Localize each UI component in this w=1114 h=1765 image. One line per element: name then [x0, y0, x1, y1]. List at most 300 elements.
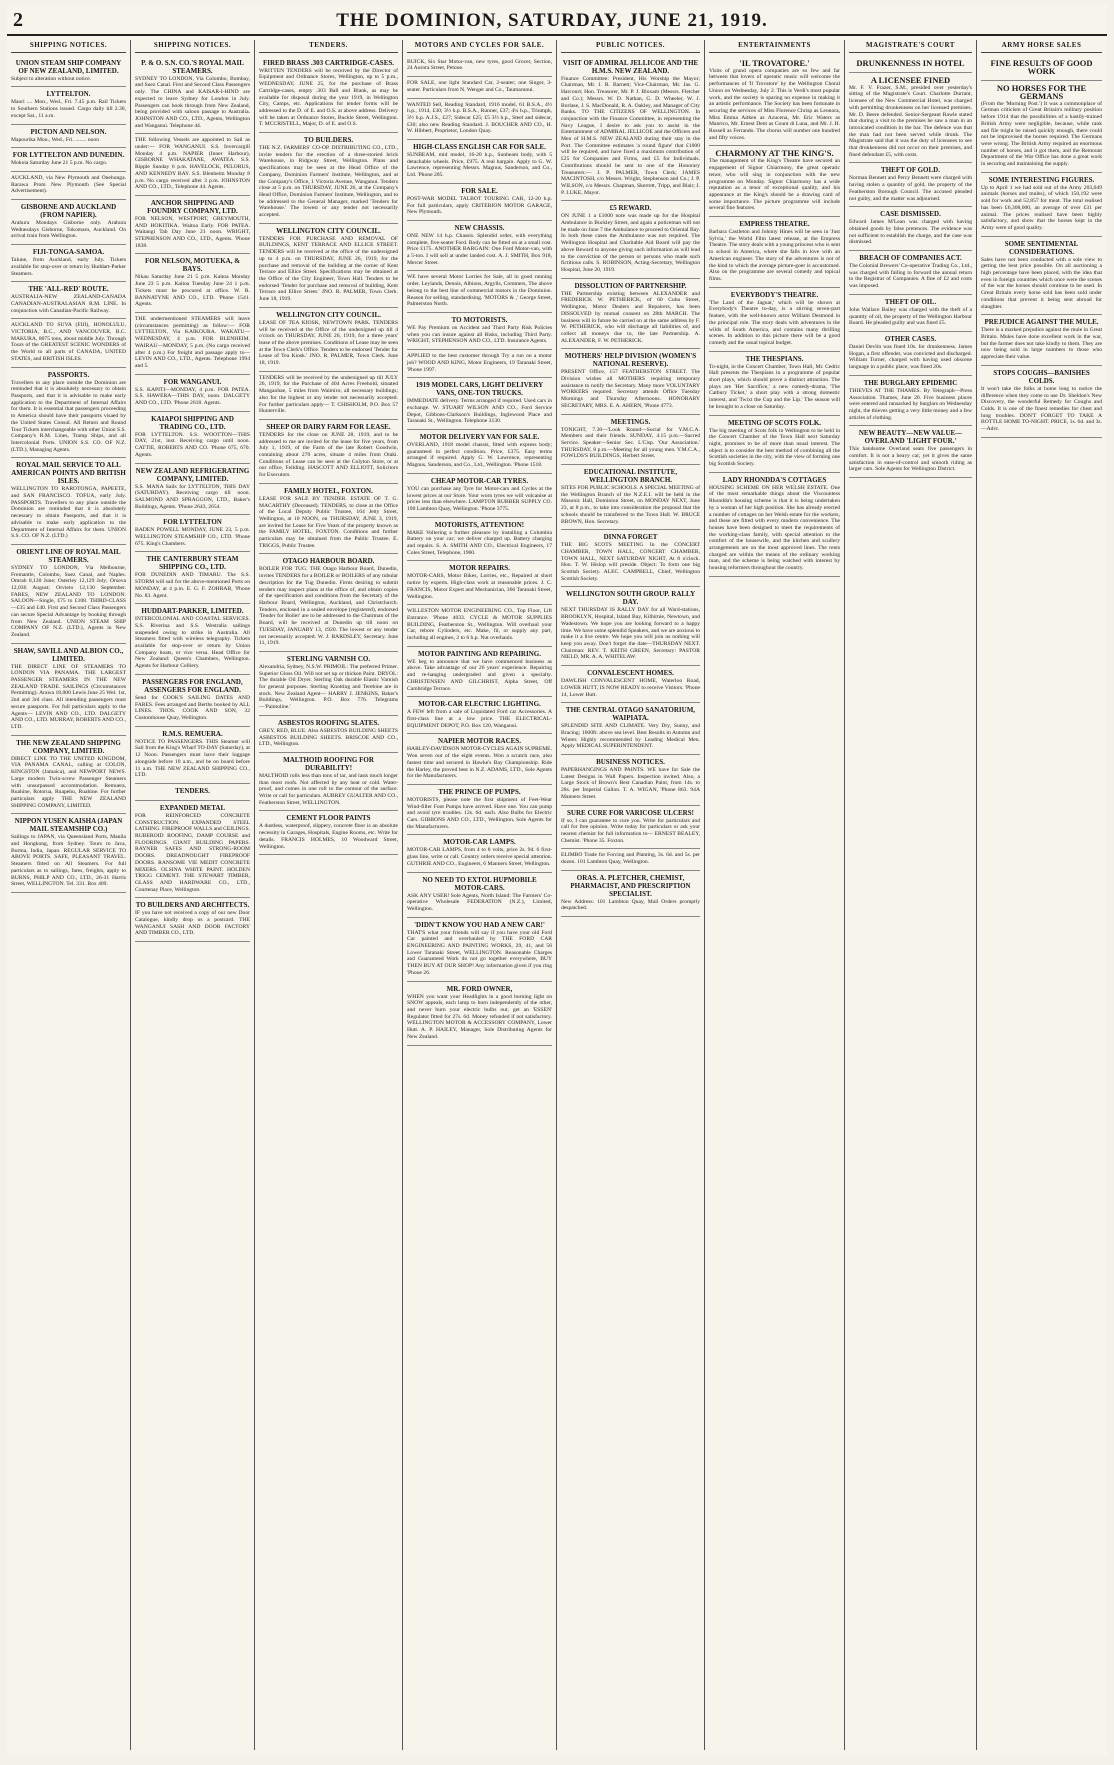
article-block [11, 458, 126, 545]
block-heading: NEW ZEALAND REFRIGERATING COMPANY, LIMITED. [135, 466, 250, 483]
block-heading: SOME INTERESTING FIGURES. [988, 175, 1095, 184]
block-heading: MR. FORD OWNER, [446, 984, 513, 993]
article-block [407, 350, 552, 378]
block-text: Visits of grand opera companies are so few and far between that lovers of operatic music will welcome the performances of 'Il Trovatore' by the Wellington Choral Union on Wednesday, July 2. This is Verdi's most popular work, and the society is sparing no expense in making it an artistic performance. The Society has been fortunate in securing the services of Miss Florence Chrisp as Leonora, Miss Emma Aitken as Azucena, Mr. Eric Waters as Manrico, Mr. Ernest Dent as Count di Luna, and Mr. J. H. Russell as Ferrando. The chorus will number one hundred and fifty voices. [709, 67, 840, 141]
article-block [981, 173, 1102, 237]
block-heading: PASSPORTS. [47, 370, 90, 379]
article-block [709, 217, 840, 288]
block-text: GREY, RED, BLUE. Also ASBESTOS BUILDING SHEETS ASBESTOS BUILDING SHEETS. BRISCOE AND CO., LTD., Wellington. [259, 727, 398, 748]
block-text: WELLINGTON TO RAROTONGA, PAPEETE, and SAN FRANCISCO. TOFUA, early July. PASSPORTS. Travellers to any place outside the Dominion are reminded that it is absolutely necessary to obtain Passports, and that it is advisable to make early application to the Department of Internal Affairs for them. UNION S.S. CO. OF N.Z. (LTD.) [11, 486, 126, 540]
article-block [407, 982, 552, 1046]
block-heading: MOTOR-CAR ELECTRIC LIGHTING. [418, 700, 541, 709]
article-block [407, 77, 552, 98]
column-7 [845, 40, 977, 1750]
article-block [259, 56, 398, 133]
article-block [259, 484, 398, 555]
block-heading: LYTTELTON. [46, 90, 91, 99]
article-block [11, 319, 126, 367]
article-block [11, 200, 126, 245]
article-block [407, 271, 552, 313]
article-block [135, 515, 250, 552]
block-heading: THEFT OF OIL. [884, 297, 937, 306]
block-heading: WELLINGTON CITY COUNCIL. [276, 226, 381, 235]
column-heading: MOTORS AND CYCLES FOR SALE. [407, 40, 552, 53]
block-text: WE have several Motor Lorries for Sale, all in good running order. Leylands, Dennis, Albions, Argylls, Commers, The above belong to the best line of commercial motors in the Dominion. Reason for selling, standardising. 'MOTORS & ,' George Street, Palmerston North. [407, 274, 552, 308]
block-text: Mr. F. V. Frazer, S.M., presided over yesterday's sitting of the Magistrate's Court. Charlotte Durrant, licensee of the New Commercial Hotel, was charged with permitting drunkenness on her licensed premises. Mr. D. Beere defended. Senior-Sergeant Rawle stated that during a visit to the premises he saw a man in an intoxicated condition in the bar. The defence was that the man had not been served while drunk. The Magistrate said that it was the duty of licensees to see that drunkenness did not occur on their premises, and fined defendant £5, with costs. [849, 84, 972, 158]
article-block [407, 697, 552, 734]
article-block [259, 372, 398, 420]
block-text: Sailings to JAPAN, via Queensland Ports, Manila and Hongkong, from Sydney. Tours to Java, Burma, India, Japan. REGULAR SERVICE TO ABOVE PORTS. SAFE, PLEASANT TRAVEL. Steamers fitted on All Steamers. For full particulars as to sailings, fares, freights, apply to BURNS, PHILP AND CO., LTD., 26-31 Harris Street, WELLINGTON. Tel. 331. Box 409. [11, 834, 126, 888]
block-heading: SHEEP OR DAIRY FARM FOR LEASE. [266, 422, 391, 431]
block-text: APPLIED to the best customer through Try a run on a motor job? WOOD AND KING, Motor Engineers, 19 Taranaki Street, 'Phone 1997. [407, 353, 552, 373]
block-text: Edward James M'Lean was charged with having obtained goods by false pretences. The evidence was not sufficient to establish the charge, and the case was dismissed. [849, 219, 972, 246]
article-block [407, 378, 552, 430]
block-heading: NO HORSES FOR THE GERMANS [996, 82, 1087, 101]
block-heading: MOTOR-CAR LAMPS. [443, 838, 516, 847]
block-heading: FOR SALE. [461, 186, 498, 195]
block-heading: FOR NELSON, MOTUEKA, & BAYS. [144, 257, 241, 274]
block-text: THE BIG SCOTS MEETING In the CONCERT CHAMBER, TOWN HALL, CONCERT CHAMBER, TOWN HALL, NEXT SATURDAY NIGHT, At 8 o'clock. Hon. T. W. Hislop will preside. Object: To form one big Scottish Society. ALEC. CAMPBELL, Chief, Wellington Scottish Society. [561, 542, 700, 582]
block-text: Mokoia Saturday June 21 5 p.m. No cargo. [11, 160, 108, 167]
column-2 [131, 40, 255, 1750]
article-block [849, 73, 972, 164]
block-heading: WELLINGTON CITY COUNCIL. [276, 310, 381, 319]
block-heading: PICTON AND NELSON. [30, 127, 107, 136]
block-heading: P. & O. S.N. CO.'S ROYAL MAIL STEAMERS. [141, 58, 244, 75]
block-heading: ANCHOR SHIPPING AND FOUNDRY COMPANY, LTD. [147, 198, 238, 215]
article-block [11, 814, 126, 893]
column-8 [977, 40, 1106, 1750]
article-block [709, 56, 840, 147]
article-block [259, 554, 398, 651]
block-text: WE Pay Premium on Accident and Third Party Risk Policies when you can insure against all Risks, including Third Party. WRIGHT, STEPHENSON AND CO., LTD. Insurance Agents. [407, 324, 552, 345]
block-text: 'The Land of the Jaguar,' which will be shown at Everybody's Theatre to-day, is a stirring seven-part feature, with the well-known actor William Desmond in the principal role. The story deals with adventures in the wilds of South America, and contains many thrilling scenes. In addition to this picture there will be a good comedy and the usual topical budget. [709, 299, 840, 346]
block-text: MOTORISTS, please note the first shipment of Feet-Wear Wind-filler Foot Pumps have arrived. Have one. You can pump and avoid tyre troubles. 12s. 6d. each. Also Bulbs for Electric Cars. GIBBONS AND CO., LTD., Wellington, Sole Agents for the Manufacturers. [407, 796, 552, 830]
block-heading: R.M.S. REMUERA. [162, 729, 223, 738]
article-block [135, 134, 250, 196]
article-block [135, 464, 250, 516]
block-text: Mapourika Mon., Wed., Fri. ........ noon [11, 136, 100, 143]
block-text: YOU can purchase any Tyre for Motor-cars and Cycles at the lowest prices at our Store. Your worn tyres we will vulcanise at prices less than elsewhere. LAMPTON RUBBER SUPPLY CO. 190 Lambton Quay, Wellington. 'Phone 3775. [407, 485, 552, 512]
column-heading: TENDERS. [259, 40, 398, 53]
article-block [849, 295, 972, 332]
article-block [849, 56, 972, 73]
block-heading: NEW CHASSIS. [454, 223, 505, 232]
block-text: WHEN you want your Headlights in a good burning light on SNOW appeals, each lamp to burn independently of the other, and never burn your electric bulbs out, get an 'ESSEN' Regulator fitted for 27s. 6d. Money refunded if not satisfactory. WELLINGTON MOTOR & ACCESSORY COMPANY, Lower Hutt. A. P. HAILEY, Manager, Sole Distributing Agents for New Zealand. [407, 993, 552, 1040]
block-text: This handsome Overland seats five passengers in comfort. It is not a heavy car, yet it gives the same satisfaction in ease-of-control and smooth riding as larger cars. Sole Agents for Wellington District. [849, 446, 972, 473]
block-heading: SHAW, SAVILL AND ALBION CO., LIMITED. [13, 646, 124, 663]
article-block [561, 56, 700, 202]
block-text: HOUSING SCHEME ON HER WELSH ESTATE. One of the most remarkable things about the Viscountess Rhondda's housing scheme is that it is being undertaken by a woman of her high position. She has already erected a number of cottages on her Welsh estate for the workers, and these are fitted with every modern convenience. The houses have been designed to meet the requirements of the working-class family, with special attention to the comfort of the housewife, and the kitchen and scullery arrangements are on the most approved lines. The rents charged are within the means of the ordinary working man, and the scheme is being watched with interest by housing reformers throughout the country. [709, 484, 840, 572]
block-heading: CHEAP MOTOR-CAR TYRES. [430, 476, 529, 485]
article-block [407, 184, 552, 221]
article-block [11, 56, 126, 88]
block-text: Send for COOK'S SAILING DATES AND FARES. Fees arranged and Berths booked by ALL LINES. THOS. COOK AND SON, 32 Customhouse Quay, Wellington. [135, 694, 250, 721]
page-number: 2 [13, 9, 23, 31]
block-text: Travellers to any place outside the Dominion are reminded that it is absolutely necessary to obtain Passports, and that it is advisable to make early application to the Department of Internal Affairs for them. It is essential that passengers proceeding to America should have their passports visaed by the United States Consul. All Return and Round Tour Tickets interchangeable with other Union S.S. Company's R.M. Lines, Tramp Ships, and all Intercolonial Ports. UNION S.S. CO. OF N.Z. (LTD.), Managing Agents. [11, 379, 126, 453]
article-block [135, 412, 250, 464]
block-text: TONIGHT, 7.30—'Look Round—Social for Y.M.C.A. Members and their friends. SUNDAY, 4.15 p.m.—Sacred Service. Speaker—Senior Sec. L'Cisp. 'Our Association.' THURSDAY, 8 p.m.—Meeting for all young men. Y.M.C.A., FOWLDS'S BUILDINGS, Herbert Street. [561, 426, 700, 460]
block-heading: FOR LYTTELTON [163, 518, 222, 527]
article-block [561, 279, 700, 350]
block-text: MOTOR-CARS, Motor Bikes, Lorries, etc., Repaired at short notice by experts. High-class work at reasonable prices. J. C. FRANCIS, Motor Expert and Mechanician, 366 Taranaki Street, Wellington. [407, 573, 552, 600]
column-heading: ENTERTAINMENTS [709, 40, 840, 53]
block-heading: WELLINGTON SOUTH GROUP. RALLY DAY. [565, 590, 696, 607]
article-block [561, 530, 700, 587]
block-heading: 'IL TROVATORE.' [739, 57, 810, 68]
block-text: WANTED Sell, Reading Standard, 1916 model, 61 B.S.A., 4½ h.p., 1914, £30; 3½ h.p. B.S.A., Runner, £37; 4¼ h.p., Triumph, 3½ h.p. A.J.S., £27; Sidecar £25; £5 3½ h.p., Steel and sidecar, £30; also new Reading Standard. J. BOUCHER AND CO., H. W. Hibbert, Proprietor, London Quay. [407, 101, 552, 135]
article-block [135, 898, 250, 942]
block-text: SYDNEY TO LONDON, Via Colombo, Bombay, and Suez Canal. First and Second Class Passengers only. The CHINA and KAISAR-I-HIND are expected to leave Sydney for London in July. Passengers can book through from New Zealand, being provided with saloon passage to Australia. JOHNSTON AND CO., LTD., Agents, Wellington and Wanganui. Telephone 44. [135, 75, 250, 129]
article-block [849, 163, 972, 207]
block-text: Finance Committee: President, His Worship the Mayor; Chairman, Mr. J. R. Barnett; Vice-Chairman, Mr. Jas. G. Harcourt; Hon. Treasurer, Mr. P. J. Bloxam (Messrs. Fletcher and Co.); Messrs. W. D. Nathan, G. D. Wheeler, W. J. Borlase, J. S. MacDonald, R. A. Oakley, and Manager of City Banks. TO THE CITIZENS OF WELLINGTON. In conjunction with the Finance Committee, in representing the Navy League, I desire to ask you to assist in the Entertainment of ADMIRAL JELLICOE and the Officers and Men of H.M.S. NEW ZEALAND during their stay in the Port. The Committee estimates 'a round figure' that £1000 will be required, and have fixed a maximum contribution of £25 for Companies and Firms, and £5 for Individuals. Contributions should be sent to one of the Honorary Treasurers:— J. P. PALMER, Town Clerk; JAMES MACINTOSH, c/o Messrs. Wright, Stephenson and Co.; J. P. WILSON, c/o Messrs. Chapman, Skerrett, Tripp, and Blair; J. P. LUKE, Mayor. [561, 75, 700, 196]
column-5 [557, 40, 705, 1750]
block-heading: DINNA FORGET [603, 533, 658, 542]
block-text: The big meeting of Scots folk in Wellington to be held in the Concert Chamber of the Town Hall next Saturday night, promises to be of more than usual interest. The object is to consider the best method of combining all the Scottish societies in the city, with the view of forming one big Scottish Society. [709, 427, 840, 468]
block-text: ON JUNE 1 a £1000 note was made up for the Hospital Ambulance in Buckley Street, and again a policeman will not be made on June 7 the Ambulance to proceed to Oriental Bay. In both these cases the Ambulance was not required. The Wellington Hospital and Charitable Aid Board will pay the above Reward to anyone giving such information as will lead to the conviction of the person or persons who made such fictitious calls. S. ROBINSON, Acting-Secretary, Wellington Hospital, June 20, 1919. [561, 213, 700, 273]
article-block [259, 224, 398, 308]
block-text: If so, I can guarantee to cure you. Write for particulars and call for free opinion. Write today for particulars or ask your nearest chemist for full information to— ERNEST BEALEY, Chemist. 'Phone 35. Foxton. [561, 817, 700, 844]
column-heading: SHIPPING NOTICES. [135, 40, 250, 53]
block-heading: SOME SENTIMENTAL CONSIDERATIONS. [1004, 239, 1079, 256]
block-heading: CHARMONY AT THE KING'S. [715, 148, 834, 159]
article-block [259, 652, 398, 716]
block-text: FOR REINFORCED CONCRETE CONSTRUCTION. EXPANDED STEEL LATHING. FIREPROOF WALLS and CEILINGS. RUBEROID ROOFING, DAMP COURSE and FLOORINGS. GIANT BUILDING PAPERS. RAYNER SAFES AND STRONG-ROOM DOORS. DREADNOUGHT FIREPROOF DOORS. RANSOME VIE MEDIT CONCRETE MIXERS. OLSINA WHITE PAINT. HOLDEN TRIGG CEMENT. THE STEWART TIMBER, GLASS AND HARDWARE CO., LTD., Courtenay Place, Wellington. [135, 812, 250, 893]
block-text: MAKE Voltering a further pleasure by installing a Columbia Battery on your car; we deliver charged up. Battery charging and repairs. S. A. SMITH AND CO., Electrical Engineers, 17 Coles Street, Telephone, 1960. [407, 529, 552, 556]
article-block [709, 473, 840, 577]
block-text: FOR NELSON, WESTPORT, GREYMOUTH, AND HOKITIKA. Waitoa Early. FOR PATEA. Waitangi Tab Day June 21 noon. WRIGHT, STEPHENSON AND CO., LTD., Agents. 'Phone 1838. [135, 215, 250, 249]
article-block [407, 561, 552, 605]
article-block [407, 734, 552, 785]
article-block [11, 368, 126, 459]
article-block [407, 140, 552, 184]
block-heading: FIJI-TONGA-SAMOA. [32, 248, 105, 257]
article-block [135, 727, 250, 784]
block-text: A dustless, waterproof, slippery, concrete floor is an absolute necessity in Garages, Hospitals, Engine Rooms, etc. Write for details. FRANCIS HOLMES, 10 Woodward Street, Wellington. [259, 823, 398, 850]
block-heading: MOTOR REPAIRS. [449, 564, 510, 573]
block-text: POST-WAR MODEL TALBOT TOURING CAR, 12-20 h.p. For full particulars, apply CRITERION MOTOR GARAGE, New Plymouth. [407, 195, 552, 216]
article-block [135, 254, 250, 313]
article-block [135, 801, 250, 898]
block-text: Talune, from Auckland, early July. Tickets available for stop-over or return by Huddart-Parker Steamers. [11, 257, 126, 277]
article-block [849, 207, 972, 251]
article-block [981, 56, 1102, 81]
column-heading: PUBLIC NOTICES. [561, 40, 700, 53]
block-text: Subject to alteration without notice. [11, 75, 92, 82]
block-text: Sales have not been conducted with a sole view to getting the best price possible. On all auctioning a high percentage have been placed, with the idea that even in foreign countries which once were the scenes of the war the horses should continue to be used. In Great Britain every horse sold has been sold under conditions that prevent it being sent abroad for slaughter. [981, 256, 1102, 310]
block-heading: HUDDART-PARKER, LIMITED. [141, 607, 244, 616]
block-text: FOR DUNEDIN AND TIMARU. The S.S. STORM will sail for the above-mentioned Ports on MONDAY, at 4 p.m. E. G. F. ZOHRAB, 'Phone No. 83. Agent. [135, 572, 250, 599]
article-block [11, 245, 126, 282]
block-text: THIEVES AT THE THAMES. By Telegraph—Press Association. Thames, June 20. Five business places were entered and ransacked by burglars on Wednesday night, the thieves getting a very little money and a few articles of clothing. [849, 387, 972, 421]
article-block [407, 430, 552, 474]
article-block [259, 716, 398, 753]
block-text: LEASE OF TEA KIOSK, NEWTOWN PARK. TENDERS will be received at the Office of the undersigned up till 4 o'clock on THURSDAY, JUNE 26, 1919, for a three years' lease of the above premises. Conditions of Lease may be seen at the Town Clerk's Office. Tenders to be endorsed 'Tender for Lease of Tea Kiosk.' JNO. R. PALMER, Town Clerk. June 18, 1919. [259, 319, 398, 367]
block-text: MALTHOID rolls less than tons of tar, and lasts much longer than most roofs. Not affected by any heat or cold. Water-proof, and comes in one roll to the contour of the surface. Write or call for particulars. AUBREY GUALTER AND CO., Featherston Street, WELLINGTON. [259, 772, 398, 806]
article-block [135, 313, 250, 375]
block-heading: MOTHERS' HELP DIVISION (WOMEN'S NATIONAL RESERVE). [564, 352, 697, 369]
block-heading: MEETINGS. [610, 417, 651, 426]
column-6 [705, 40, 845, 1750]
block-text: To-night, in the Concert Chamber, Town Hall, Mr. Cedric Hall presents the Thespians in a programme of popular short plays, which should prove a distinct attraction. The plays are 'Her Sacrifice,' a new comedy-drama, 'The Catbury Ticket,' a short play with a strong domestic interest, and 'Twixt the Cup and the Lip.' The season will be brought to a close on Saturday. [709, 363, 840, 410]
block-heading: THE NEW ZEALAND SHIPPING COMPANY, LIMITED. [16, 738, 121, 755]
block-text: MOTOR-CAR LAMPS, from 4 to 8 volts, price 2s. 9d. 6 first-glass line, write or call. Country orders receive special attention. GUTHRIE AND CO., Engineers, 6 Manners Street, Wellington. [407, 847, 552, 867]
block-text: John Wallace Bailey was charged with the theft of a quantity of oil, the property of the Wellington Harbour Board. He pleaded guilty and was fined £5. [849, 306, 972, 327]
block-heading: MOTOR PAINTING AND REPAIRING. [418, 649, 541, 658]
article-block [135, 675, 250, 727]
block-text: The management of the King's Theatre have secured an engagement of Signor Chiarmony, the great operatic tenor, who will sing in conjunction with the new programme on Monday. Signor Chiarmony has a wide reputation as a tenor of exceptional quality, and his appearance at the King's should be a drawing card of some importance. The picture programme will include several fine features. [709, 158, 840, 212]
block-heading: OTHER CASES. [884, 334, 937, 343]
block-heading: NEW BEAUTY—NEW VALUE—OVERLAND 'LIGHT FOUR.' [858, 429, 963, 446]
columns-container [7, 36, 1107, 1750]
block-text: TENDERS for the close on JUNE 28, 1919, and to be addressed to me are invited for the lease for five years, from July 1, 1919, of the Farm of the late Robert Goodwin, containing about 270 acres, situate 4 miles from Otaki. Conditions of Lease can be seen at the Colyton Store, or at our office, Feilding. HASCOTT AND ELLIOTT, Solicitors for Executors. [259, 431, 398, 479]
block-text: INTERCOLONIAL AND COASTAL SERVICES. S.S. Riverina and S.S. Westralia sailings suspended owing to strike in Australia. All Steamers fitted with wireless telegraphy. Tickets available for stop-over or return by Union Company boats, or vice versa. Head Office for New Zealand: Queen's Chambers, Wellington. Agents for Harbour Colliery. [135, 616, 250, 670]
article-block [407, 56, 552, 77]
block-heading: THEFT OF GOLD. [881, 166, 940, 175]
article-block [259, 753, 398, 812]
block-text: A FEW left from a sale of Liquidated Ford car Accessories. A first-class line at a low price. THE ELECTRICAL-EQUIPMENT DEPOT, P.O. Box 120, Wanganui. [407, 709, 552, 729]
article-block [407, 313, 552, 350]
block-text: OVERLAND, 1918 model chassis, fitted with express body; guaranteed in perfect condition. Price, £375. Easy terms arranged if required. Apply G. W. Lawrence, representing Magnus, Sanderson, and Co., Ltd., Wellington. 'Phone 1518. [407, 442, 552, 469]
block-heading: FOR LYTTELTON AND DUNEDIN. [12, 151, 125, 160]
block-text: THE Partnership existing between ALEXANDER and FREDERICK W. PETHERICK, of 60 Cuba Street, Wellington, Motor Dealers and Repairers, has been DISSOLVED by mutual consent on 28th MARCH. The business will in future be carried on at the same address by F. W. PETHERICK, who will discharge all liabilities of, and collect all moneys due to, the late Partnership. A. ALEXANDER, F. W. PETHERICK. [561, 290, 700, 344]
article-block [135, 784, 250, 801]
block-text: WE beg to announce that we have commenced business as above. Take advantage of our 26 years' experience. Repairing and re-hanging undergraded and given a specialty. CHRISTENSEN AND GILCHRIST, Alpha Street, Off Cambridge Terrace. [407, 658, 552, 692]
article-block [561, 465, 700, 530]
article-block [981, 315, 1102, 366]
block-text: Arahura Mondays Gisborne only. Arahura Wednesdays Gisborne, Tokomaru, Auckland. On arrival train from Wellington. [11, 220, 126, 240]
article-block [849, 426, 972, 478]
block-text: HARLEY-DAVIDSON MOTOR-CYCLES AGAIN SUPREME. Won seven out of the eight events. Won a scratch race, also fastest time and secured in Hawke's Bay Championship. Ride the Harley, the proved best in N.Z. ADAMS, LTD., Sole Agents for the Manufacturers. [407, 746, 552, 780]
block-heading: HIGH-CLASS ENGLISH CAR FOR SALE. [413, 143, 546, 152]
block-text: Daniel Devlin was fined 10s. for drunkenness. James Hogan, a first offender, was convicted and discharged. William Turner, charged with having used obscene language in a public place, was fined 20s. [849, 343, 972, 371]
column-3 [255, 40, 403, 1750]
block-text: Up to April 1 we had sold out of the Army 203,049 animals (horses and mules), of which 150,192 were sold for work and 52,857 for meat. The total realised has been £6,308,000, an average of over £31 per animal. The prices realised have been highly satisfactory, and show that the horses kept in the Army were of good quality. [981, 184, 1102, 231]
block-heading: MALTHOID ROOFING FOR DURABILITY! [283, 755, 374, 772]
block-text: BUICK, Six Star Motor-van, new tyres, good Grocer, Section, 24 Aurora Street, Petone. [407, 58, 552, 72]
block-heading: THE THESPIANS. [745, 354, 804, 363]
block-heading: PASSENGERS FOR ENGLAND, ASSENGERS FOR ENGLAND. [142, 677, 243, 694]
article-block [11, 172, 126, 200]
article-block [259, 133, 398, 224]
block-heading: 'DIDN'T KNOW YOU HAD A NEW CAR!' [414, 920, 545, 929]
article-block [135, 56, 250, 135]
article-block [407, 918, 552, 982]
article-block [561, 849, 700, 870]
block-heading: THE CANTERBURY STEAM SHIPPING CO., LTD. [146, 555, 239, 572]
block-text: SPLENDID SITE AND CLIMATE. Very Dry, Sunny, and Bracing; 1600ft. above sea level. Best Results in Autumn and Winter. Highly recommended by Leading Medical Men. Apply MEDICAL SUPERINTENDENT. [561, 723, 700, 750]
block-heading: BREACH OF COMPANIES ACT. [859, 254, 962, 263]
article-block [407, 785, 552, 836]
block-heading: ORIENT LINE OF ROYAL MAIL STEAMERS. [16, 547, 121, 564]
block-heading: EMPRESS THEATRE. [739, 220, 810, 229]
article-block [259, 308, 398, 372]
article-block [561, 201, 700, 278]
block-text: TENDERS will be received by the undersigned up till JULY 26, 1919, for the Purchase of 404 Acres Freehold, situated Mangaohae, 5 miles from Waimiro; all necessary buildings; also for the highest or any tender not necessarily accepted. For further particulars apply— T. CHISHOLM, P.O. Box 57 Hunterville. [259, 374, 398, 415]
article-block [561, 703, 700, 755]
block-text: IMMEDIATE delivery. Terms arranged if required. Used cars in exchange. W. STUART WILSON AND CO., Ford Service Depot, Gibbons-Clarkson's Buildings, Inglewood Place and Taranaki St., Wellington. Telephone 3130. [407, 398, 552, 425]
block-text: S.S. KAPITI—MONDAY, 4 p.m. FOR PATEA. S.S. HAWERA—THIS DAY, noon. DALGETY AND CO., LTD. 'Phone 2618. Agents. [135, 386, 250, 407]
block-heading: A LICENSEE FINED [870, 74, 951, 85]
block-text: TENDERS FOR PURCHASE AND REMOVAL OF BUILDINGS, KENT TERRACE AND ELLICE STREET. TENDERS will be received at the office of the undersigned up to 4 p.m. on THURSDAY, JUNE 26, 1919, for the purchase and removal of the building at the corner of Kent Terrace and Ellice Street. Specifications may be obtained at the Office of the City Engineer, Town Hall. Tenders to be endorsed 'Tender for purchase and removal of building, Kent Terrace and Ellice Street.' JNO. R. PALMER, Town Clerk. June 18, 1919. [259, 235, 398, 303]
block-text: There is a marked prejudice against the mule in Great Britain. Mules have done excellent work in the war, but the farmer does not take kindly to them. They are now being sold in large numbers to those who appreciate their value. [981, 327, 1102, 361]
block-text: LEASE FOR SALE BY TENDER. ESTATE OF T. G. MACARTHY (Deceased). TENDERS, to close at the Office of the Local Deputy Public Trustee, 164 Jetty Street, Wellington, at 10 NOON, on THURSDAY, JUNE 3, 1919, are invited for Lease for Five Years of the property known as the FAMILY HOTEL, FOXTON. Conditions and further particulars may be obtained from the Public Trustee. E. TRIGGS, Public Trustee. [259, 495, 398, 549]
block-heading: MEETING OF SCOTS FOLK. [727, 418, 822, 427]
block-heading: STOPS COUGHS—BANISHES COLDS. [993, 368, 1090, 385]
block-text: WRITTEN TENDERS will be received by the Director of Equipment and Ordnance Stores, Wellington, up to 5 p.m., WEDNESDAY, JUNE 25, for the purchase of Brass Cartridge-cases, empty .303 Ball and Blank, as may be available for disposal during the year 1919, in Wellington City, Camps, etc. Applications for tender forms will be addressed to the D. of E. and O.S. at above address. Delivery will be taken at Ordnance Stores, Buckle Street, Wellington. T. MCCRISTELL, Major, D. of E. and O.S. [259, 67, 398, 128]
block-heading: UNION STEAM SHIP COMPANY OF NEW ZEALAND, LIMITED. [15, 58, 122, 75]
column-heading: MAGISTRATE'S COURT [849, 40, 972, 53]
article-block [709, 146, 840, 217]
block-text: New Address: 101 Lambton Quay, Mail Orders promptly despatched. [561, 898, 700, 912]
block-heading: TO MOTORISTS. [451, 315, 508, 324]
block-text: DAWLISH CONVALESCENT HOME, Waterloo Road, LOWER HUTT, IS NOW READY to receive Visitors. 'Phone 14, Lower Hutt. [561, 678, 700, 698]
block-text: ASK ANY USER! Sole Agents, North Island: The Farmers' Co-operative Wholesale FEDERATION (N.Z.), Limited, Wellington. [407, 892, 552, 912]
article-block [407, 647, 552, 698]
block-heading: CONVALESCENT HOMES. [587, 669, 674, 678]
block-heading: TENDERS. [175, 786, 210, 795]
block-text: AUSTRALIA-NEW ZEALAND-CANADA CANADIAN-AUSTRALASIAN R.M. LINE. In conjunction with Canadian-Pacific Railway. [11, 294, 126, 314]
article-block [135, 375, 250, 412]
block-text: AUCKLAND, via New Plymouth and Onehunga. Rarawa Prom New Plymouth (See Special Advertisement). [11, 174, 126, 195]
article-block [407, 474, 552, 518]
block-heading: STERLING VARNISH CO. [286, 654, 371, 663]
block-text: FOR SALE, one light Standard Car, 2-seater; one Singer, 3-seater. Particulars from N. Wenger and Co., Taumarunui. [407, 80, 552, 93]
block-heading: MOTOR DELIVERY VAN FOR SALE. [419, 433, 540, 442]
block-heading: OTAGO HARBOUR BOARD. [282, 557, 375, 566]
article-block [259, 420, 398, 484]
block-text: BADEN POWELL MONDAY, JUNE 23, 5 p.m. WELLINGTON STEAMSHIP CO., LTD. 'Phone 675. King's Chambers. [135, 527, 250, 547]
article-block [135, 196, 250, 255]
article-block [561, 587, 700, 666]
block-heading: KAIAPOI SHIPPING AND TRADING CO., LTD. [151, 414, 234, 431]
article-block [407, 605, 552, 647]
block-heading: CEMENT FLOOR PAINTS [286, 814, 371, 823]
article-block [709, 416, 840, 473]
article-block [561, 349, 700, 414]
article-block [561, 666, 700, 703]
block-heading: FIRED BRASS .303 CARTRIDGE-CASES. [262, 58, 395, 67]
block-text: Norman Bennett and Percy Bennett were charged with having stolen a quantity of gold, the property of the Featherston Borough Council. The accused pleaded not guilty, and the matter was adjourned. [849, 175, 972, 202]
block-heading: ROYAL MAIL SERVICE TO ALL AMERICAN POINTS AND BRITISH ISLES. [11, 461, 126, 486]
block-text: FOR LYTTELTON. S.S. WOOTTON—THIS DAY, 21st, inst. Receiving cargo until noon. CATTIE, ROBERTS AND CO. 'Phone 675, 670. Agents. [135, 431, 250, 458]
block-text: SUNBEAM, mid model, 16-20 h.p., Sunbeam body, with 5 detachable wheels. Price, £975. A real bargain. Apply to G. W. Lawrence, representing Messrs. Magnus, Sanderson, and Co., Ltd. 'Phone 205. [407, 152, 552, 179]
article-block [135, 604, 250, 675]
article-block [11, 125, 126, 149]
article-block [561, 755, 700, 806]
block-text: SITES FOR PUBLIC SCHOOLS. A SPECIAL MEETING of the Wellington Branch of the N.Z.E.I. will be held in the Masonic Hall, Dominion Street, on MONDAY NEXT, June 23, at 8 p.m., to take into consideration the proposal that the schools should be transferred to the Town Hall. W. BRUCE BROWN, Hon. Secretary. [561, 485, 700, 525]
block-text: WILLESTON MOTOR ENGINEERING CO., Top Floor, Lift Entrance. 'Phone 4033. CYCLE & MOTOR SUPPLIES BUILDING, Featherston St., Wellington. Will overhaul your Car, rebore Cylinders, etc. Make, fit, or supply any part, including all engines, 2 to 6 h.p. Nut overhauls. [407, 608, 552, 642]
block-heading: FINE RESULTS OF GOOD WORK [990, 57, 1093, 76]
block-heading: ASBESTOS ROOFING SLATES. [277, 718, 380, 727]
block-heading: SURE CURE FOR VARICOSE ULCERS! [567, 808, 694, 817]
block-text: THE following Vessels are appointed to Sail as under:— FOR WANGANUI. S.S. Invercargill Monday 4 p.m. NAPIER (Inner Harbour), GISBORNE WHAKATANE, AWATEA. S.S. Ripple Sunday 6 p.m. HAVELOCK, PELORUS, AND KENNEDY BAY. S.S. Blenheim Monday 8 p.m. No cargo received after 3 p.m. JOHNSTON AND CO., LTD., Telephone 44. Agents. [135, 137, 250, 191]
block-heading: THE BURGLARY EPIDEMIC [863, 378, 958, 387]
article-block [407, 221, 552, 272]
article-block [11, 282, 126, 319]
article-block [407, 99, 552, 141]
block-heading: NO NEED TO EXTOL HUPMOBILE MOTOR-CARS. [422, 875, 537, 892]
block-heading: GISBORNE AND AUCKLAND (FROM NAPIER). [20, 203, 117, 220]
block-heading: LADY RHONDDA'S COTTAGES [722, 475, 827, 484]
block-text: ONE NEW 14 h.p. Chassis. Splendid order, with everything complete, five-seater Ford. Body can be fitted on at a small cost. Price £175. ANOTHER BARGAIN: One Ford Motor-van, with a 5-ton. I will sell at under landed cost. A. J. SMITH, Box 918, Mercer Street. [407, 232, 552, 266]
article-block [849, 251, 972, 295]
block-heading: FAMILY HOTEL, FOXTON. [284, 486, 373, 495]
block-text: DIRECT LINE TO THE UNITED KINGDOM, VIA PANAMA CANAL, calling at COLON, KINGSTON (Jamaica), and NEWPORT NEWS. Large modern Twin-screw Passenger Steamers with unsurpassed accommodation. Remuera, Ruahine, Rotorua, Ruapehu, Ruahine. For further particulars apply THE NEW ZEALAND SHIPPING COMPANY, LIMITED. [11, 755, 126, 809]
block-text: The Colonial Brewers' Co-operative Trading Co., Ltd., was charged with failing to forward the annual return to the Registrar of Companies. A fine of £2 and costs was imposed. [849, 263, 972, 290]
article-block [709, 352, 840, 416]
block-heading: ORAS. A. PLETCHER, CHEMIST, PHARMACIST, AND PRESCRIPTION SPECIALIST. [570, 873, 691, 898]
block-heading: PREJUDICE AGAINST THE MULE. [984, 318, 1099, 327]
article-block [407, 873, 552, 918]
block-heading: FOR WANGANUI. [163, 377, 222, 386]
block-heading: EDUCATIONAL INSTITUTE, WELLINGTON BRANCH. [583, 468, 678, 485]
block-heading: VISIT OF ADMIRAL JELLICOE AND THE H.M.S. NEW ZEALAND. [562, 58, 699, 75]
article-block [981, 81, 1102, 173]
block-heading: £5 REWARD. [609, 204, 652, 213]
block-text: THAT'S what your friends will say if you have your old Ford Car painted and overhauled by THE FORD CAR ENGINEERING AND PAINTING WORKS, 29, 41, and 56 Lower Taranaki Street, WELLINGTON. Reasonable Charges and Guaranteed Work do not go together everywhere, BUY THEN BUY AT OUR SHOP! Any information given if you ring 'Phone 26. [407, 929, 552, 976]
article-block [135, 552, 250, 604]
block-text: Barbara Castleton and Johnny Hines will be seen in 'Just Sylvia,' the World Film latest release, at the Empress Theatre. The story deals with a young princess who is sent to school in America, where she falls in love with an American engineer. The story of the adventures is not of the kind to which the average picture-goer is accustomed. Also on the programme are several comedy and topical films. [709, 229, 840, 282]
article-block [561, 871, 700, 917]
block-heading: EXPANDED METAL [159, 803, 226, 812]
block-heading: NAPIER MOTOR RACES. [438, 737, 521, 746]
block-heading: TO BUILDERS. [303, 136, 354, 145]
column-4 [403, 40, 557, 1750]
block-text: THE undermentioned STEAMERS will leave (circumstances permitting) as follow:— FOR LYTTELTON, Via KAIKOURA. WAKATU—WEDNESDAY, 4 p.m. FOR BLENHEIM. WAIRAU—MONDAY, 5 p.m. (No cargo received after 4 p.m.) For freight and passage apply to— LEVIN AND CO., LTD., Agents. Telephone 1994 and 5. [135, 315, 250, 369]
block-heading: 1919 MODEL CARS, LIGHT DELIVERY VANS, ONE-TON TRUCKS. [415, 381, 544, 398]
article-block [981, 237, 1102, 316]
block-text: ELIMBO Trade for Forcing and Planting, 3s. 6d. and 5s. per dozen. 101 Lambton Quay, Wellington. [561, 852, 700, 866]
block-text: NEXT THURSDAY IS RALLY DAY for all Ward-stations, BROOKLYN, Hospital, Island Bay, Kilbirnie, Newtown, and Wadestown. We hope you are looking forward to a happy time. We have some splendid Speakers, and we are anxious to make it a live centre. We hope you will join us nothing will keep you away. Don't forget the date—THURSDAY NEXT. Chairman: REV. T. KEITH GREEN, Secretary: PASTOR NIELD, MR. A. A. WHITELAW. [561, 607, 700, 661]
article-block [561, 415, 700, 466]
block-text: NOTICE TO PASSENGERS. THIS Steamer will Sail from the King's Wharf TO-DAY (Saturday), at 12 Noon. Passengers must have their luggage alongside before 10 a.m., and be on board before 11 a.m. THE NEW ZEALAND SHIPPING CO., LTD. [135, 738, 250, 779]
article-block [849, 332, 972, 376]
block-heading: CASE DISMISSED. [880, 210, 941, 219]
article-block [11, 87, 126, 124]
block-text: THE N.Z. FARMERS' CO-OP. DISTRIBUTING CO., LTD., invite tenders for the erection of a three-storied brick Warehouse, in Ridgway Street, Wellington. Plans and specifications may be seen at the Head Office of the Company, Dominion Farmers' Institute, Wellington, and at the Company's Office, 1 Victoria Avenue, Wanganui. Tenders close at 5 p.m. on THURSDAY, JUNE 26, at the Company's Head Office, Dominion Farmers' Institute, Wellington, and to be addressed to the General Manager, marked 'Tenders for Warehouse.' The lowest or any tender not necessarily accepted. [259, 145, 398, 219]
masthead [7, 4, 1107, 36]
newspaper-title: THE DOMINION, SATURDAY, JUNE 21, 1919. [336, 10, 768, 31]
block-text: IF you have not received a copy of our new Door Catalogue, kindly drop us a postcard. THE WANGANUI SASH AND DOOR FACTORY AND TIMBER CO., LTD. [135, 910, 250, 937]
article-block [11, 545, 126, 644]
block-text: BOILER FOR TUG. THE Otago Harbour Board, Dunedin, invites TENDERS for a BOILER or BOILERS of any tubular description for the Tug Dunedin. Firms desiring to submit tenders may inspect plans at the office of, and obtain copies of the specification and conditions from the Secretary of the Harbour Board, Wellington, Auckland, and Christchurch. Tenders, enclosed in a sealed envelope (registered), endorsed 'Tender for Boiler' are to be addressed to the Chairman of the Board, will be received at Dunedin up till noon on TUESDAY, JANUARY 13, 1920. The lowest or any tender not necessarily accepted. W. J. BARDSLEY, Secretary. June 11, 1919. [259, 566, 398, 647]
block-text: Nikau Saturday June 21 5 p.m. Kaitoa Monday June 23 5 p.m. Kaitoa Tuesday June 24 1 p.m. Tickets must be procured at office. W. R. BANNATYNE AND CO., LTD. 'Phone 1541. Agents. [135, 274, 250, 308]
article-block [849, 376, 972, 427]
block-text: AUCKLAND TO SUVA (FIJI), HONOLULU, VICTORIA, B.C., AND VANCOUVER, B.C. MAKURA, 8075 tons, about middle July. Through Tours of the GREATEST SCENIC WONDERS of the World to all parts of CANADA, UNITED STATES, and BRITISH ISLES. [11, 322, 126, 362]
newspaper-page [7, 4, 1107, 1756]
block-heading: THE PRINCE OF PUMPS. [438, 787, 521, 796]
article-block [709, 288, 840, 352]
block-heading: TO BUILDERS AND ARCHITECTS. [135, 901, 250, 910]
block-heading: MOTORISTS, ATTENTION! [434, 520, 525, 529]
block-text: Maori .... Mon., Wed., Fri. 7.45 p.m. Rail Tickets to Southern Stations issued. Cargo daily till 2.30, except Sat., 11 a.m. [11, 99, 126, 119]
block-text: Alexandria, Sydney, N.S.W. PRIMOIL: The preferred Primer. Superior Gloss Oil. Will not set up or thicken Paint. DRYOL: The durable Oil Dryer. Sterling Oak durable Elastic Varnish for general purposes. Sterling Knotting and Terebine are in stock. New Zealand Agent— HARRY J. JENKINS, Baker's Buildings, Wellington. P.O. Box 776. Telegrams—'Paintoline.' [259, 663, 398, 711]
block-heading: THE CENTRAL OTAGO SANATORIUM, WAIPIATA. [565, 706, 696, 723]
block-heading: THE 'ALL-RED' ROUTE. [28, 285, 109, 294]
block-text: PAPERHANGINGS AND PAINTS. WE have for Sale the Latest Designs in Wall Papers. Inspection invited. Also, a Large Stock of Brown's Best Canadian Paint, from 14s. to 28s. per Imperial Gallon. T. A. WIGAN, 'Phone 863. 94A Manners Street. [561, 767, 700, 800]
block-text: THE DIRECT LINE OF STEAMERS TO LONDON VIA PANAMA. THE LARGEST PASSENGER STEAMERS IN THE NEW ZEALAND TRADE. SAILINGS (Circumstances Permitting). Arawa 18,000 Lewis June 25 Wel. 1st, 2nd and 3rd class. All intending passengers must secure passports. For full particulars apply to the Agents— LEVIN AND CO., LTD. DALGETY AND CO., LTD. MURRAY, ROBERTS AND CO., LTD. [11, 663, 126, 730]
block-text: (From the 'Morning Post.') It was a commonplace of German criticism of Great Britain's military position before 1914 that the possibilities of a hastily-trained British Army were negligible, because, while rank and file might be raised quickly enough, there could not be improvised the horses required. The Germans were wrong. The British Army required an enormous number of horses, and it got them, and the Remount Department of the War Office has done a great work in securing and maintaining the supply. [981, 100, 1102, 168]
block-text: It won't take the folks at home long to notice the difference when they come to use Dr. Sheldon's New Discovery, the wonderful Remedy for Coughs and Colds. It is one of the finest remedies for chest and lung troubles. DON'T FORGET TO TAKE A BOTTLE HOME TO-NIGHT. PRICE, 1s. 6d. and 3s.—Advt. [981, 385, 1102, 433]
article-block [407, 518, 552, 562]
column-1 [7, 40, 131, 1750]
article-block [407, 835, 552, 872]
block-heading: NIPPON YUSEN KAISHA (JAPAN MAIL STEAMSHIP CO.) [14, 817, 123, 834]
block-heading: BUSINESS NOTICES. [596, 758, 665, 767]
block-heading: DISSOLUTION OF PARTNERSHIP. [574, 281, 687, 290]
block-text: SYDNEY TO LONDON, Via Melbourne, Fremantle, Colombo, Suez Canal, and Naples. Omrah 8,130 June; Osterley 12,129 July; Orsova 12,036 August; Orvieto 12,130 September. FARES, NEW ZEALAND TO LONDON: SALOON—Single, £75 to £108. THIRD-CLASS—£35 and £40. First and Second Class Passengers can secure Special Advantage by booking through from New Zealand. UNION STEAM SHIP COMPANY OF N.Z. (LTD.), Agents in New Zealand. [11, 564, 126, 638]
